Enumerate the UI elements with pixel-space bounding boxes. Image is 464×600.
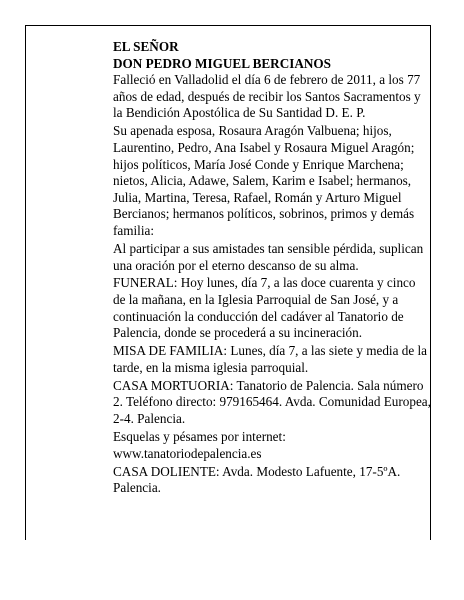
obituary-notice bbox=[113, 39, 431, 498]
family-list: Su apenada esposa, Rosaura Aragón Valbuena; hijos, Laurentino, Pedro, Ana Isabel y Rosaura Miguel Aragón; hijos políticos, María José Conde y Enrique Marchena; nietos, Alicia, Adawe, Salem, Karim e Isabel; hermanos, Julia, Martina, Teresa, Rafael, Román y Arturo Miguel Bercianos; hermanos políticos, sobrinos, primos y demás familia: bbox=[113, 123, 415, 238]
death-announcement: Falleció en Valladolid el día 6 de febrero de 2011, a los 77 años de edad, después de recibir los Santos Sacramentos y la Bendición Apostólica de Su Santidad D. E. P. bbox=[113, 72, 421, 121]
notice-title-line-2: DON PEDRO MIGUEL BERCIANOS bbox=[113, 55, 331, 71]
funeral-home-details: CASA MORTUORIA: Tanatorio de Palencia. Sala número 2. Teléfono directo: 979165464. Avda. Comunidad Europea, 2-4. Palencia. bbox=[113, 377, 431, 427]
funeral-details: FUNERAL: Hoy lunes, día 7, a las doce cuarenta y cinco de la mañana, en la Iglesia Parroquial de San José, y a continuación la conducción del cadáver al Tanatorio de Palencia, donde se procederá a su incineración. bbox=[113, 275, 416, 341]
mourning-house-address: CASA DOLIENTE: Avda. Modesto Lafuente, 17-5ºA. Palencia. bbox=[113, 463, 401, 496]
internet-condolences: Esquelas y pésames por internet: www.tanatoriodepalencia.es bbox=[113, 429, 286, 461]
family-mass-details: MISA DE FAMILIA: Lunes, día 7, a las siete y media de la tarde, en la misma iglesia parroquial. bbox=[113, 343, 427, 375]
notice-title-line-1: EL SEÑOR bbox=[113, 39, 179, 54]
prayer-request: Al participar a sus amistades tan sensible pérdida, suplican una oración por el eterno descanso de su alma. bbox=[113, 240, 424, 273]
